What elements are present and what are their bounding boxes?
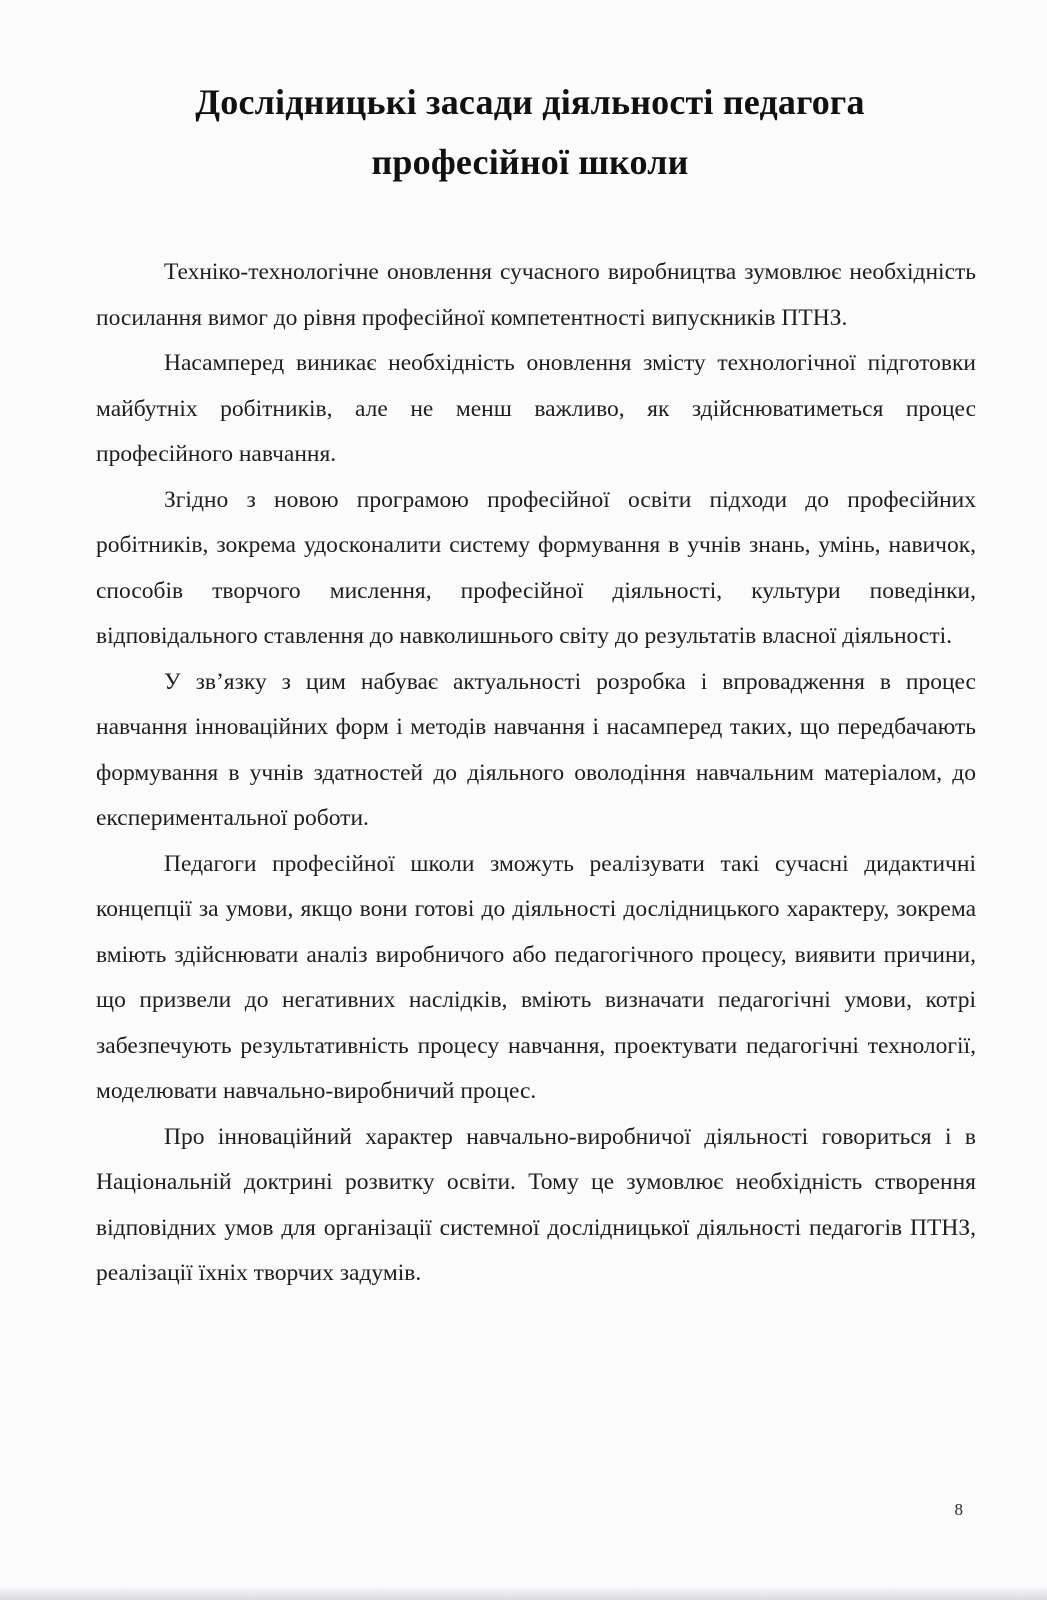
paragraph-3: Згідно з новою програмою професійної освіти підходи до професійних робітників, зокрема удосконалити систему формування в учнів знань, умінь, навичок, способів творчого мислення, професійної діяльності, культури поведінки, відповідального ставлення до навколишнього світу до результатів власної діяльності. xyxy=(96,486,976,649)
paragraph-1: Техніко-технологічне оновлення сучасного виробництва зумовлює необхідність посилання вимог до рівня професійної компетентності випускників ПТНЗ. xyxy=(96,259,976,331)
document-title xyxy=(90,72,970,192)
page-number: 8 xyxy=(954,1500,963,1519)
paragraph-4: У зв’язку з цим набуває актуальності розробка і впровадження в процес навчання інноваційних форм і методів навчання і насамперед таких, що передбачають формування в учнів здатностей до діяльного оволодіння навчальним матеріалом, до експериментальної роботи. xyxy=(96,668,976,831)
paragraph-5: Педагоги професійної школи зможуть реалізувати такі сучасні дидактичні концепції за умови, якщо вони готові до діяльності дослідницького характеру, зокрема вміють здійснювати аналіз виробничого або педагогічного процесу, виявити причини, що призвели до негативних наслідків, вміють визначати педагогічні умови, котрі забезпечують результативність процесу навчання, проектувати педагогічні технології, моделювати навчально-виробничий процес. xyxy=(96,850,976,1104)
title-line-2: професійної школи xyxy=(371,142,689,182)
paragraph-2: Насамперед виникає необхідність оновлення змісту технологічної підготовки майбутніх робітників, але не менш важливо, як здійснюватиметься процес професійного навчання. xyxy=(96,350,976,467)
paragraph-6: Про інноваційний характер навчально-виробничої діяльності говориться і в Національній доктрині розвитку освіти. Тому це зумовлює необхідність створення відповідних умов для організації системної дослідницької діяльності педагогів ПТНЗ, реалізації їхніх творчих задумів. xyxy=(96,1123,976,1286)
document-body xyxy=(96,250,976,1297)
title-line-1: Дослідницькі засади діяльності педагога xyxy=(195,82,865,122)
scan-edge xyxy=(0,1586,1047,1600)
